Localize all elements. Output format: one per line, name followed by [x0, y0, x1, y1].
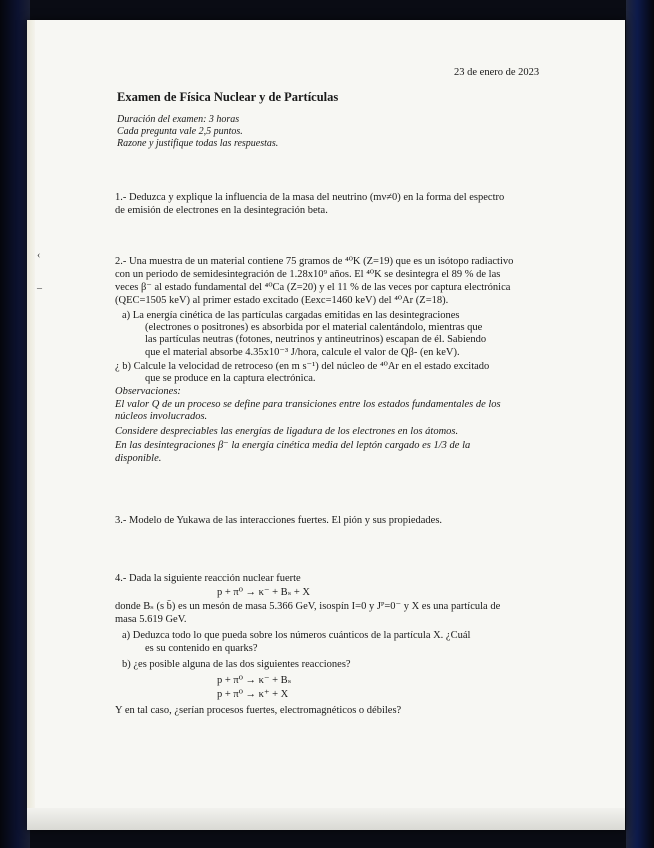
q4-closing: Y en tal caso, ¿serían procesos fuertes, electromagnéticos o débiles? — [115, 705, 402, 716]
q2-line-3: veces β⁻ al estado fundamental del ⁴⁰Ca (Z=20) y el 11 % de las veces por captura electrónica — [115, 282, 511, 293]
q2-observation-1a: El valor Q de un proceso se define para transiciones entre los estados fundamentales de los — [115, 399, 501, 410]
q4-intro: 4.- Dada la siguiente reacción nuclear fuerte — [115, 573, 301, 584]
q4-a-line-1: a) Deduzca todo lo que pueda sobre los números cuánticos de la partícula X. ¿Cuál — [122, 630, 471, 641]
q2-a-line-3: las partículas neutras (fotones, neutrinos y antineutrinos) escapan de él. Sabiendo — [145, 334, 487, 345]
paper-binding-strip — [27, 20, 35, 830]
q2-line-2: con un periodo de semidesintegración de 1.28x10⁹ años. El ⁴⁰K se desintegra el 89 % de las — [115, 269, 501, 280]
exam-page — [27, 20, 625, 830]
q2-observation-3a: En las desintegraciones β⁻ la energía cinética media del leptón cargado es 1/3 de la — [115, 440, 471, 451]
scan-edge-right — [626, 0, 654, 848]
q2-line-4: (QEC=1505 keV) al primer estado excitado (Eexc=1460 keV) del ⁴⁰Ar (Z=18). — [115, 295, 449, 306]
q2-observation-1b: núcleos involucrados. — [115, 411, 208, 422]
q2-observations-title: Observaciones: — [115, 386, 181, 397]
margin-mark-1: ‹ — [37, 250, 41, 261]
page-bottom-band — [27, 808, 625, 830]
q2-b-line-1: ¿ b) Calcule la velocidad de retroceso (en m s⁻¹) del núcleo de ⁴⁰Ar en el estado excitado — [115, 361, 490, 372]
q1-line-1: 1.- Deduzca y explique la influencia de la masa del neutrino (mν≠0) en la forma del espectro — [115, 192, 505, 203]
q4-b-line: b) ¿es posible alguna de las dos siguientes reacciones? — [122, 659, 351, 670]
q3-line: 3.- Modelo de Yukawa de las interacciones fuertes. El pión y sus propiedades. — [115, 515, 443, 526]
q2-b-line-2: que se produce en la captura electrónica. — [145, 373, 316, 384]
q4-reaction: p + π⁰ → κ⁻ + Bₛ + X — [217, 587, 310, 598]
exam-instructions: Razone y justifique todas las respuestas. — [117, 138, 279, 149]
q2-a-line-2: (electrones o positrones) es absorbida por el material calentándolo, mientras que — [145, 322, 483, 333]
q2-a-line-1: a) La energía cinética de las partículas cargadas emitidas en las desintegraciones — [122, 310, 460, 321]
q4-desc-line-1: donde Bₛ (s b̄) es un mesón de masa 5.366 GeV, isospín I=0 y Jᴾ=0⁻ y X es una partícula de — [115, 601, 501, 612]
q4-a-line-2: es su contenido en quarks? — [145, 643, 258, 654]
exam-title: Examen de Física Nuclear y de Partículas — [117, 90, 339, 104]
exam-duration: Duración del examen: 3 horas — [117, 114, 240, 125]
q1-line-2: de emisión de electrones en la desintegración beta. — [115, 205, 328, 216]
q2-observation-2: Considere despreciables las energías de ligadura de los electrones en los átomos. — [115, 426, 459, 437]
q4-desc-line-2: masa 5.619 GeV. — [115, 614, 187, 625]
q4-b-reaction-1: p + π⁰ → κ⁻ + Bₛ — [217, 675, 292, 686]
scan-edge-left — [0, 0, 30, 848]
q4-b-reaction-2: p + π⁰ → κ⁺ + X — [217, 689, 289, 700]
exam-points: Cada pregunta vale 2,5 puntos. — [117, 126, 243, 137]
q2-observation-3b: disponible. — [115, 453, 162, 464]
q2-line-1: 2.- Una muestra de un material contiene 75 gramos de ⁴⁰K (Z=19) que es un isótopo radiactivo — [115, 256, 514, 267]
q2-a-line-4: que el material absorbe 4.35x10⁻³ J/hora, calcule el valor de Qβ- (en keV). — [145, 347, 460, 358]
exam-date: 23 de enero de 2023 — [454, 67, 540, 78]
margin-mark-2: – — [37, 283, 42, 294]
